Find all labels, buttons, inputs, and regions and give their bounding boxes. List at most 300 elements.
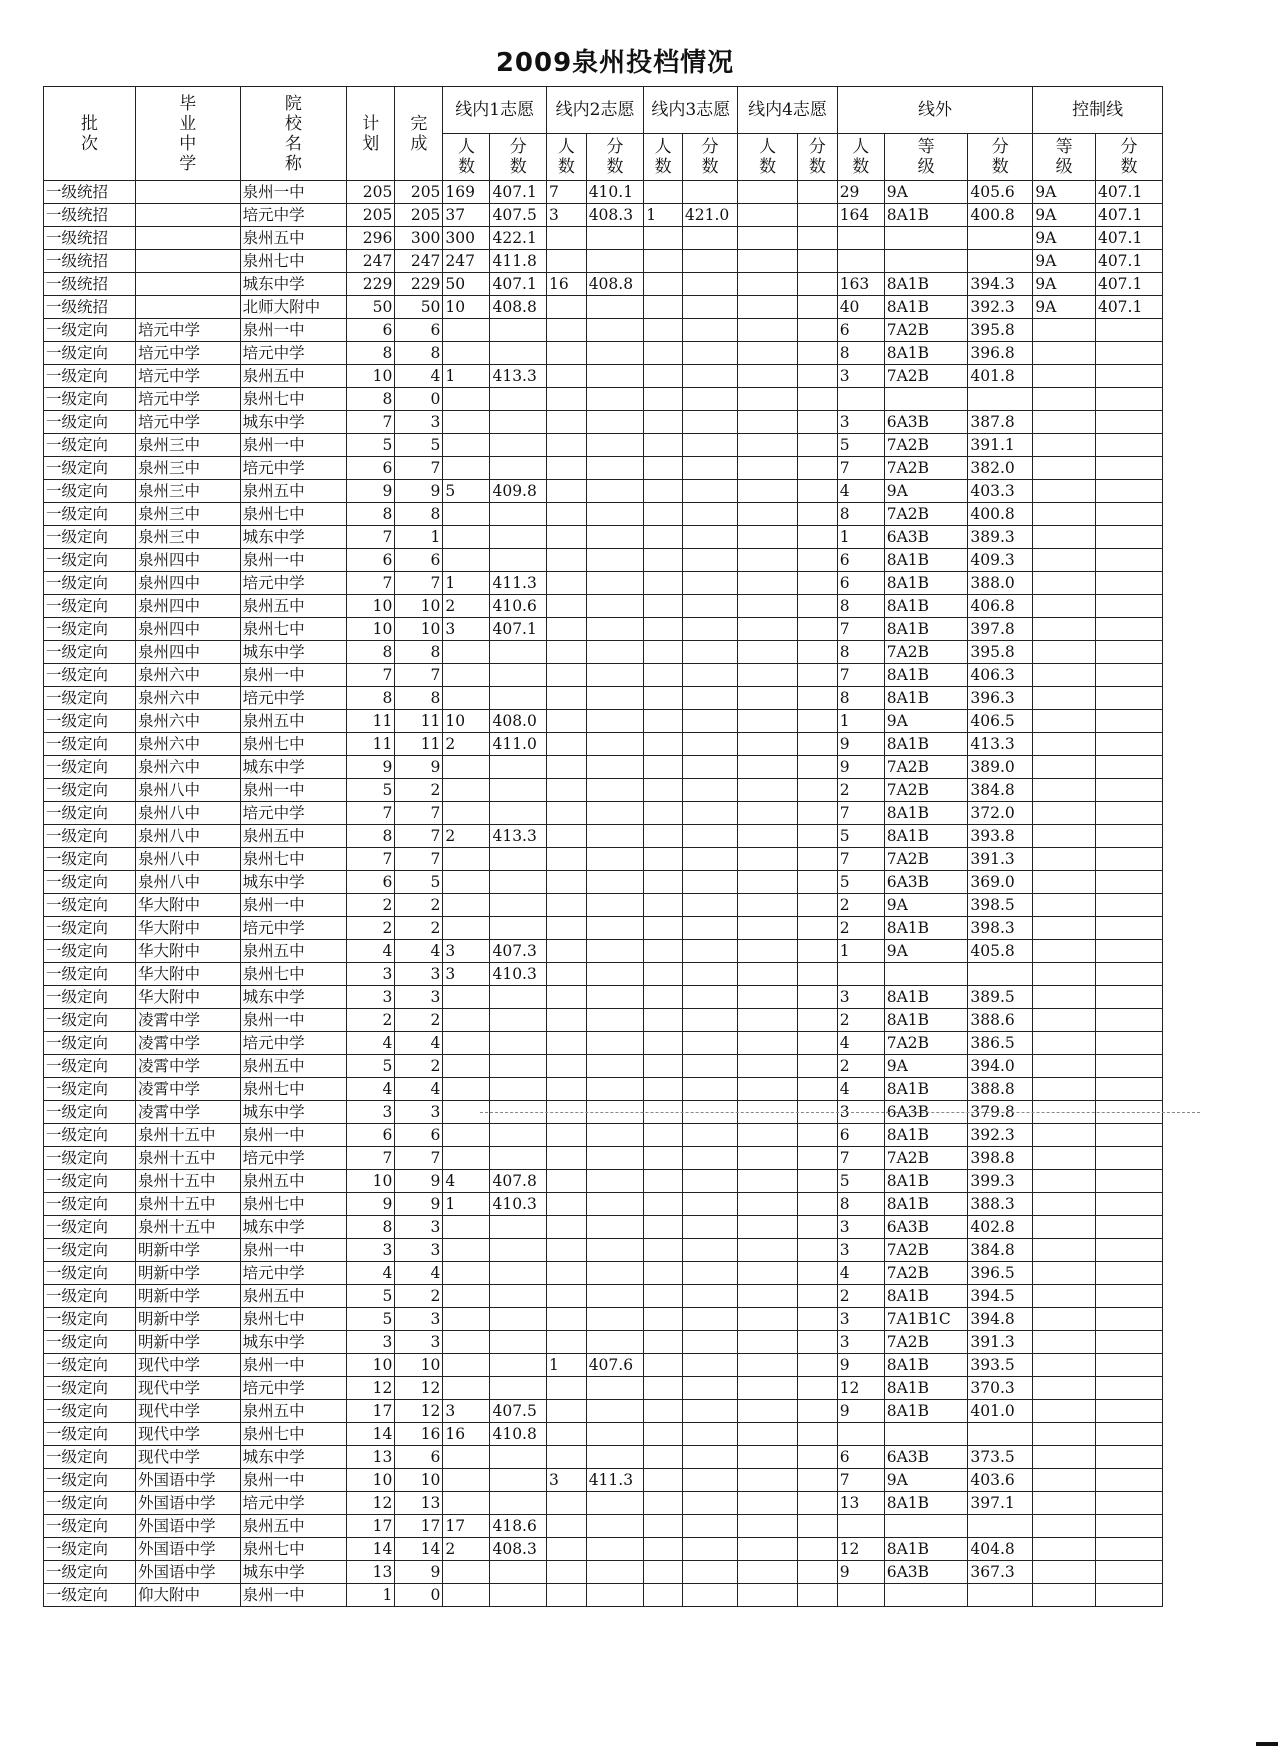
cell-w1-people bbox=[443, 1239, 490, 1262]
table-row bbox=[44, 1032, 1163, 1055]
cell-w2-people bbox=[546, 250, 586, 273]
cell-w3-people bbox=[644, 526, 683, 549]
cell-ctrl-score bbox=[1095, 756, 1162, 779]
cell-w1-people bbox=[443, 871, 490, 894]
cell-plan: 17 bbox=[347, 1515, 395, 1538]
cell-w2-score bbox=[586, 480, 644, 503]
cell-w1-score: 422.1 bbox=[490, 227, 546, 250]
cell-batch: 一级定向 bbox=[44, 871, 136, 894]
table-row bbox=[44, 894, 1163, 917]
cell-w1-people bbox=[443, 1308, 490, 1331]
cell-w3-score bbox=[682, 917, 737, 940]
cell-out-grade: 7A2B bbox=[884, 1262, 968, 1285]
cell-w2-score bbox=[586, 595, 644, 618]
cell-w4-score bbox=[797, 963, 837, 986]
cell-out-score: 396.8 bbox=[968, 342, 1033, 365]
cell-plan: 6 bbox=[347, 871, 395, 894]
table-row bbox=[44, 848, 1163, 871]
cell-out-score: 393.5 bbox=[968, 1354, 1033, 1377]
cell-college: 泉州七中 bbox=[240, 963, 347, 986]
cell-w1-score: 411.3 bbox=[490, 572, 546, 595]
cell-w4-people bbox=[738, 1239, 798, 1262]
cell-w4-score bbox=[797, 250, 837, 273]
cell-w4-people bbox=[738, 1446, 798, 1469]
cell-ctrl-grade bbox=[1033, 365, 1096, 388]
cell-w3-score bbox=[682, 273, 737, 296]
cell-w2-people bbox=[546, 940, 586, 963]
cell-out-score: 406.5 bbox=[968, 710, 1033, 733]
cell-batch: 一级定向 bbox=[44, 1331, 136, 1354]
cell-out-grade: 8A1B bbox=[884, 1538, 968, 1561]
cell-w2-score bbox=[586, 1538, 644, 1561]
cell-school bbox=[136, 250, 241, 273]
cell-w3-score bbox=[682, 940, 737, 963]
cell-ctrl-score bbox=[1095, 825, 1162, 848]
cell-school: 凌霄中学 bbox=[136, 1032, 241, 1055]
cell-ctrl-grade bbox=[1033, 641, 1096, 664]
cell-ctrl-grade bbox=[1033, 1032, 1096, 1055]
cell-batch: 一级定向 bbox=[44, 1262, 136, 1285]
cell-w3-people bbox=[644, 1308, 683, 1331]
cell-w1-score bbox=[490, 1147, 546, 1170]
cell-w3-score bbox=[682, 480, 737, 503]
cell-ctrl-grade bbox=[1033, 411, 1096, 434]
cell-college: 培元中学 bbox=[240, 917, 347, 940]
cell-w1-people: 1 bbox=[443, 572, 490, 595]
cell-college: 泉州一中 bbox=[240, 1124, 347, 1147]
cell-w1-score bbox=[490, 457, 546, 480]
cell-w4-people bbox=[738, 503, 798, 526]
cell-w3-score bbox=[682, 802, 737, 825]
cell-ctrl-score bbox=[1095, 1423, 1162, 1446]
cell-out-grade: 7A2B bbox=[884, 1331, 968, 1354]
cell-college: 培元中学 bbox=[240, 1262, 347, 1285]
cell-plan: 3 bbox=[347, 963, 395, 986]
cell-w1-people: 3 bbox=[443, 940, 490, 963]
cell-w1-people: 17 bbox=[443, 1515, 490, 1538]
table-row bbox=[44, 1009, 1163, 1032]
cell-w2-score bbox=[586, 710, 644, 733]
cell-plan: 3 bbox=[347, 1239, 395, 1262]
cell-plan: 3 bbox=[347, 1101, 395, 1124]
cell-w3-people bbox=[644, 1078, 683, 1101]
cell-w3-score bbox=[682, 1561, 737, 1584]
cell-ctrl-grade bbox=[1033, 871, 1096, 894]
cell-ctrl-grade bbox=[1033, 825, 1096, 848]
cell-out-grade bbox=[884, 1515, 968, 1538]
cell-done: 2 bbox=[395, 1285, 443, 1308]
cell-college: 泉州五中 bbox=[240, 1285, 347, 1308]
cell-ctrl-score bbox=[1095, 1285, 1162, 1308]
cell-w1-people bbox=[443, 1032, 490, 1055]
cell-plan: 9 bbox=[347, 1193, 395, 1216]
cell-w4-score bbox=[797, 1515, 837, 1538]
cell-w4-people bbox=[738, 1124, 798, 1147]
cell-out-score: 394.8 bbox=[968, 1308, 1033, 1331]
cell-w2-score: 408.8 bbox=[586, 273, 644, 296]
cell-w4-people bbox=[738, 342, 798, 365]
cell-ctrl-score bbox=[1095, 1239, 1162, 1262]
table-row bbox=[44, 227, 1163, 250]
cell-out-people: 29 bbox=[837, 181, 884, 204]
table-row bbox=[44, 1285, 1163, 1308]
cell-out-grade: 8A1B bbox=[884, 1078, 968, 1101]
cell-out-people: 8 bbox=[837, 1193, 884, 1216]
cell-w1-people: 3 bbox=[443, 1400, 490, 1423]
cell-plan: 2 bbox=[347, 894, 395, 917]
cell-w1-people: 3 bbox=[443, 618, 490, 641]
cell-w3-score bbox=[682, 871, 737, 894]
cell-done: 3 bbox=[395, 1308, 443, 1331]
cell-w1-people bbox=[443, 1262, 490, 1285]
cell-w1-score: 413.3 bbox=[490, 365, 546, 388]
cell-w3-people bbox=[644, 1193, 683, 1216]
cell-school: 泉州四中 bbox=[136, 641, 241, 664]
cell-ctrl-score bbox=[1095, 1584, 1162, 1607]
cell-w3-people bbox=[644, 411, 683, 434]
scan-artifact-line bbox=[480, 1112, 1200, 1113]
cell-w1-people bbox=[443, 1469, 490, 1492]
cell-plan: 7 bbox=[347, 848, 395, 871]
cell-w4-people bbox=[738, 526, 798, 549]
cell-college: 培元中学 bbox=[240, 1032, 347, 1055]
cell-batch: 一级定向 bbox=[44, 1446, 136, 1469]
cell-ctrl-score bbox=[1095, 1216, 1162, 1239]
cell-w2-people bbox=[546, 1331, 586, 1354]
cell-w2-score bbox=[586, 917, 644, 940]
cell-out-score: 388.8 bbox=[968, 1078, 1033, 1101]
cell-w1-score: 410.3 bbox=[490, 1193, 546, 1216]
cell-out-grade: 8A1B bbox=[884, 917, 968, 940]
cell-out-score: 367.3 bbox=[968, 1561, 1033, 1584]
cell-w4-people bbox=[738, 1561, 798, 1584]
cell-w4-people bbox=[738, 1055, 798, 1078]
cell-w1-score bbox=[490, 1492, 546, 1515]
header-w2: 线内2志愿 bbox=[546, 87, 643, 134]
cell-ctrl-score bbox=[1095, 802, 1162, 825]
table-row bbox=[44, 1078, 1163, 1101]
cell-w1-people bbox=[443, 1285, 490, 1308]
cell-done: 3 bbox=[395, 986, 443, 1009]
cell-done: 2 bbox=[395, 1009, 443, 1032]
cell-w2-people bbox=[546, 802, 586, 825]
cell-college: 城东中学 bbox=[240, 641, 347, 664]
cell-out-score: 401.8 bbox=[968, 365, 1033, 388]
cell-done: 0 bbox=[395, 388, 443, 411]
cell-ctrl-grade bbox=[1033, 342, 1096, 365]
cell-ctrl-grade bbox=[1033, 457, 1096, 480]
cell-w4-score bbox=[797, 595, 837, 618]
cell-ctrl-grade bbox=[1033, 710, 1096, 733]
cell-school: 培元中学 bbox=[136, 388, 241, 411]
cell-w3-score bbox=[682, 296, 737, 319]
cell-plan: 6 bbox=[347, 549, 395, 572]
cell-w4-people bbox=[738, 204, 798, 227]
cell-w4-score bbox=[797, 1400, 837, 1423]
cell-w2-people bbox=[546, 296, 586, 319]
cell-out-score bbox=[968, 388, 1033, 411]
cell-school: 泉州三中 bbox=[136, 526, 241, 549]
cell-plan: 9 bbox=[347, 756, 395, 779]
cell-w4-score bbox=[797, 526, 837, 549]
cell-school: 泉州十五中 bbox=[136, 1124, 241, 1147]
cell-w2-people bbox=[546, 779, 586, 802]
cell-w3-people bbox=[644, 963, 683, 986]
cell-plan: 8 bbox=[347, 342, 395, 365]
cell-college: 泉州七中 bbox=[240, 1308, 347, 1331]
cell-out-people: 9 bbox=[837, 733, 884, 756]
cell-w4-people bbox=[738, 595, 798, 618]
cell-w4-score bbox=[797, 1469, 837, 1492]
cell-w3-people bbox=[644, 1147, 683, 1170]
subheader-grade: 等级 bbox=[1033, 134, 1096, 181]
cell-college: 培元中学 bbox=[240, 1147, 347, 1170]
cell-out-score bbox=[968, 963, 1033, 986]
cell-out-score: 391.3 bbox=[968, 1331, 1033, 1354]
cell-done: 4 bbox=[395, 1032, 443, 1055]
cell-out-score: 393.8 bbox=[968, 825, 1033, 848]
cell-out-grade: 9A bbox=[884, 181, 968, 204]
cell-w4-score bbox=[797, 1078, 837, 1101]
cell-w2-people bbox=[546, 710, 586, 733]
cell-w4-people bbox=[738, 940, 798, 963]
cell-college: 泉州五中 bbox=[240, 1055, 347, 1078]
cell-ctrl-score bbox=[1095, 434, 1162, 457]
cell-ctrl-score bbox=[1095, 1400, 1162, 1423]
cell-w1-people bbox=[443, 1354, 490, 1377]
cell-school: 泉州四中 bbox=[136, 618, 241, 641]
cell-ctrl-grade bbox=[1033, 1216, 1096, 1239]
cell-w1-score bbox=[490, 802, 546, 825]
cell-w3-score bbox=[682, 411, 737, 434]
cell-w1-people: 3 bbox=[443, 963, 490, 986]
cell-college: 泉州五中 bbox=[240, 940, 347, 963]
cell-out-grade: 9A bbox=[884, 1055, 968, 1078]
table-row bbox=[44, 1400, 1163, 1423]
cell-done: 8 bbox=[395, 342, 443, 365]
table-row bbox=[44, 1216, 1163, 1239]
cell-w3-people bbox=[644, 595, 683, 618]
cell-college: 泉州五中 bbox=[240, 227, 347, 250]
cell-w4-people bbox=[738, 871, 798, 894]
cell-done: 3 bbox=[395, 1331, 443, 1354]
cell-w3-people bbox=[644, 848, 683, 871]
cell-plan: 7 bbox=[347, 411, 395, 434]
cell-w2-people bbox=[546, 1538, 586, 1561]
cell-out-grade: 7A2B bbox=[884, 319, 968, 342]
header-out: 线外 bbox=[837, 87, 1033, 134]
cell-w1-people: 1 bbox=[443, 365, 490, 388]
cell-w3-score bbox=[682, 1170, 737, 1193]
cell-college: 城东中学 bbox=[240, 1331, 347, 1354]
cell-out-grade: 7A2B bbox=[884, 457, 968, 480]
cell-out-grade: 8A1B bbox=[884, 595, 968, 618]
cell-w3-score bbox=[682, 733, 737, 756]
cell-done: 229 bbox=[395, 273, 443, 296]
cell-college: 培元中学 bbox=[240, 687, 347, 710]
cell-out-score: 369.0 bbox=[968, 871, 1033, 894]
cell-out-score: 379.8 bbox=[968, 1101, 1033, 1124]
cell-college: 泉州一中 bbox=[240, 1469, 347, 1492]
cell-w3-people bbox=[644, 503, 683, 526]
cell-school: 培元中学 bbox=[136, 411, 241, 434]
cell-w4-people bbox=[738, 1423, 798, 1446]
cell-out-people: 2 bbox=[837, 1285, 884, 1308]
cell-w3-score bbox=[682, 365, 737, 388]
cell-school bbox=[136, 296, 241, 319]
cell-w3-people bbox=[644, 986, 683, 1009]
subheader-score: 分数 bbox=[797, 134, 837, 181]
cell-w2-score bbox=[586, 1170, 644, 1193]
cell-w3-score bbox=[682, 1377, 737, 1400]
cell-w1-people bbox=[443, 319, 490, 342]
cell-w1-people bbox=[443, 526, 490, 549]
cell-w2-score bbox=[586, 503, 644, 526]
cell-school: 培元中学 bbox=[136, 319, 241, 342]
cell-w2-people bbox=[546, 1584, 586, 1607]
cell-w1-score: 410.8 bbox=[490, 1423, 546, 1446]
cell-w4-people bbox=[738, 641, 798, 664]
cell-ctrl-score bbox=[1095, 342, 1162, 365]
cell-ctrl-grade bbox=[1033, 549, 1096, 572]
cell-school: 现代中学 bbox=[136, 1377, 241, 1400]
cell-out-people: 8 bbox=[837, 595, 884, 618]
cell-w1-score bbox=[490, 342, 546, 365]
cell-w2-score bbox=[586, 1032, 644, 1055]
cell-out-people: 3 bbox=[837, 1239, 884, 1262]
cell-w2-people bbox=[546, 1032, 586, 1055]
cell-ctrl-grade: 9A bbox=[1033, 227, 1096, 250]
cell-ctrl-score bbox=[1095, 1078, 1162, 1101]
cell-out-score: 392.3 bbox=[968, 296, 1033, 319]
cell-w3-people bbox=[644, 1170, 683, 1193]
cell-ctrl-score bbox=[1095, 1308, 1162, 1331]
cell-w4-people bbox=[738, 687, 798, 710]
cell-school: 泉州十五中 bbox=[136, 1147, 241, 1170]
cell-w3-people bbox=[644, 319, 683, 342]
cell-done: 50 bbox=[395, 296, 443, 319]
table-row bbox=[44, 733, 1163, 756]
cell-out-people: 5 bbox=[837, 434, 884, 457]
cell-ctrl-score bbox=[1095, 687, 1162, 710]
cell-w2-score bbox=[586, 871, 644, 894]
cell-w4-score bbox=[797, 756, 837, 779]
cell-school: 凌霄中学 bbox=[136, 1055, 241, 1078]
cell-out-people: 3 bbox=[837, 1308, 884, 1331]
cell-w4-people bbox=[738, 802, 798, 825]
cell-out-people: 2 bbox=[837, 894, 884, 917]
cell-w3-score bbox=[682, 595, 737, 618]
cell-w1-score: 413.3 bbox=[490, 825, 546, 848]
cell-w1-score bbox=[490, 1124, 546, 1147]
cell-out-score: 392.3 bbox=[968, 1124, 1033, 1147]
cell-w2-score bbox=[586, 1492, 644, 1515]
cell-out-people: 3 bbox=[837, 365, 884, 388]
cell-out-grade: 9A bbox=[884, 940, 968, 963]
cell-plan: 6 bbox=[347, 457, 395, 480]
cell-out-people: 7 bbox=[837, 457, 884, 480]
cell-out-grade: 8A1B bbox=[884, 1193, 968, 1216]
cell-out-people: 4 bbox=[837, 1032, 884, 1055]
cell-w3-people bbox=[644, 1515, 683, 1538]
cell-w1-score bbox=[490, 388, 546, 411]
cell-out-people: 12 bbox=[837, 1377, 884, 1400]
cell-w4-score bbox=[797, 503, 837, 526]
cell-college: 泉州五中 bbox=[240, 1515, 347, 1538]
cell-w3-people bbox=[644, 779, 683, 802]
cell-w3-score bbox=[682, 687, 737, 710]
cell-w3-score: 421.0 bbox=[682, 204, 737, 227]
table-row bbox=[44, 687, 1163, 710]
header-ctrl: 控制线 bbox=[1033, 87, 1163, 134]
header-w1: 线内1志愿 bbox=[443, 87, 547, 134]
cell-w2-people bbox=[546, 756, 586, 779]
cell-w4-people bbox=[738, 1538, 798, 1561]
cell-plan: 8 bbox=[347, 503, 395, 526]
cell-done: 3 bbox=[395, 963, 443, 986]
cell-w4-score bbox=[797, 1446, 837, 1469]
cell-out-people: 2 bbox=[837, 779, 884, 802]
cell-plan: 1 bbox=[347, 1584, 395, 1607]
cell-w1-people bbox=[443, 917, 490, 940]
cell-college: 泉州七中 bbox=[240, 618, 347, 641]
table-row bbox=[44, 1308, 1163, 1331]
cell-w4-people bbox=[738, 1492, 798, 1515]
cell-out-people: 9 bbox=[837, 756, 884, 779]
cell-out-score: 394.5 bbox=[968, 1285, 1033, 1308]
cell-w1-score bbox=[490, 1584, 546, 1607]
cell-w2-people bbox=[546, 549, 586, 572]
cell-w4-score bbox=[797, 986, 837, 1009]
cell-out-people: 7 bbox=[837, 1147, 884, 1170]
cell-batch: 一级定向 bbox=[44, 1538, 136, 1561]
cell-w1-people bbox=[443, 687, 490, 710]
cell-out-grade: 7A2B bbox=[884, 1147, 968, 1170]
cell-w3-score bbox=[682, 1308, 737, 1331]
cell-out-grade: 8A1B bbox=[884, 342, 968, 365]
cell-batch: 一级定向 bbox=[44, 802, 136, 825]
cell-done: 12 bbox=[395, 1400, 443, 1423]
cell-done: 2 bbox=[395, 779, 443, 802]
cell-w2-score bbox=[586, 1009, 644, 1032]
cell-out-score: 391.3 bbox=[968, 848, 1033, 871]
cell-school: 泉州三中 bbox=[136, 480, 241, 503]
cell-w1-people bbox=[443, 1078, 490, 1101]
cell-w3-score bbox=[682, 1423, 737, 1446]
cell-college: 培元中学 bbox=[240, 1377, 347, 1400]
cell-w1-people: 247 bbox=[443, 250, 490, 273]
cell-w2-score bbox=[586, 894, 644, 917]
cell-w2-score bbox=[586, 1055, 644, 1078]
cell-w1-score bbox=[490, 1469, 546, 1492]
cell-batch: 一级定向 bbox=[44, 1147, 136, 1170]
cell-w1-score bbox=[490, 1032, 546, 1055]
cell-w4-score bbox=[797, 664, 837, 687]
cell-w4-score bbox=[797, 342, 837, 365]
cell-w3-people bbox=[644, 273, 683, 296]
cell-done: 300 bbox=[395, 227, 443, 250]
subheader-score: 分数 bbox=[968, 134, 1033, 181]
cell-out-grade: 9A bbox=[884, 480, 968, 503]
cell-school: 现代中学 bbox=[136, 1446, 241, 1469]
cell-w3-people bbox=[644, 641, 683, 664]
table-row bbox=[44, 1262, 1163, 1285]
cell-w4-score bbox=[797, 871, 837, 894]
table-row bbox=[44, 1584, 1163, 1607]
cell-w1-people bbox=[443, 1446, 490, 1469]
cell-done: 9 bbox=[395, 480, 443, 503]
cell-out-people: 7 bbox=[837, 802, 884, 825]
